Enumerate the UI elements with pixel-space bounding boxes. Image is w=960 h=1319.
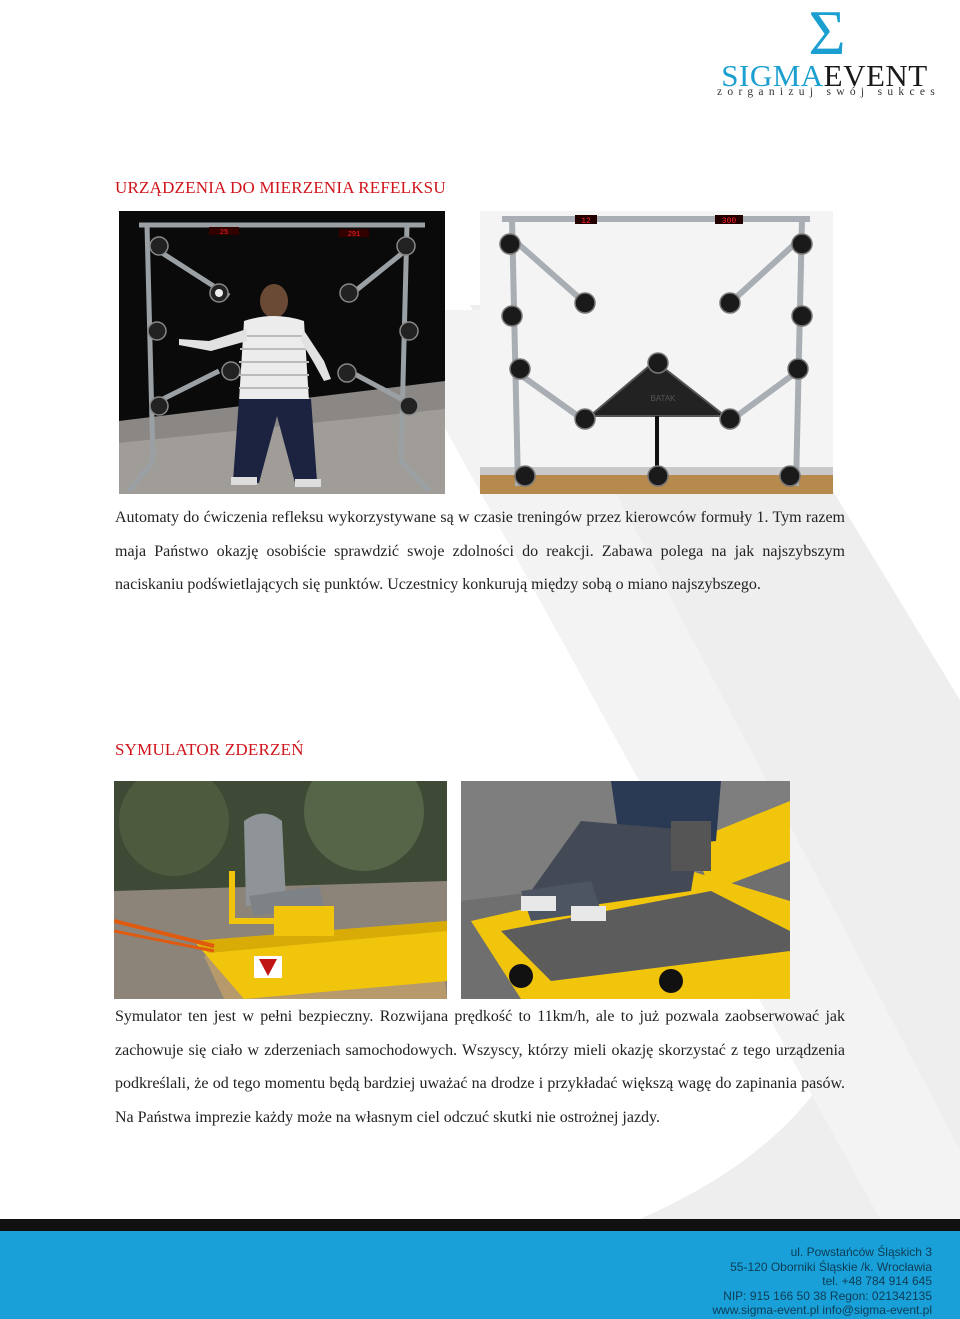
- svg-text:Σ: Σ: [808, 2, 846, 62]
- logo-name-part1: SIGMA: [721, 58, 824, 93]
- sigma-symbol-icon: [802, 2, 852, 62]
- section-paragraph-crash: Symulator ten jest w pełni bezpieczny. Rozwijana prędkość to 11km/h, ale to już pozwala zaobserwować jak zachowuje się ciało w zderzeniach samochodowych. Wszyscy, którzy mieli okazję skorzystać z tego urządzenia podkreślali, że od tego momentu będą bardziej uważać na drodze i przykładać większą wagę do zapinania pasów. Na Państwa imprezie każdy może na własnym ciel odczuć skutki nie ostrożnej jazdy.: [115, 1008, 845, 1126]
- svg-text:300: 300: [721, 217, 737, 226]
- logo-name-part2: EVENT: [823, 58, 928, 93]
- footer-address-street: ul. Powstańców Śląskich 3: [790, 1245, 932, 1259]
- footer-phone: tel. +48 784 914 645: [822, 1274, 932, 1289]
- section-paragraph-reflex: Automaty do ćwiczenia refleksu wykorzystywane są w czasie treningów przez kierowców formuły 1. Tym razem maja Państwo okazję osobiście sprawdzić swoje zdolności do reakcji. Zabawa polega na jak najszybszym naciskaniu podświetlających się punktów. Uczestnicy konkurują między sobą o miano najszybszego.: [115, 509, 845, 593]
- photo-crash-simulator-rider: [461, 781, 790, 999]
- photo-crash-simulator-seat: [114, 781, 447, 999]
- page-footer: [0, 1231, 960, 1319]
- photo-reflex-device-woman: [119, 211, 445, 494]
- svg-text:12: 12: [581, 217, 591, 226]
- svg-text:BATAK: BATAK: [650, 394, 676, 403]
- company-contact-block: [712, 1245, 932, 1318]
- photo-reflex-device-frame: [480, 211, 833, 494]
- svg-text:25: 25: [219, 229, 229, 237]
- footer-address-city: 55-120 Oborniki Śląskie /k. Wrocławia: [730, 1259, 932, 1274]
- svg-text:291: 291: [347, 231, 361, 239]
- section-heading-crash: SYMULATOR ZDERZEŃ: [115, 740, 304, 759]
- footer-tax-ids: NIP: 915 166 50 38 Regon: 021342135: [723, 1288, 932, 1303]
- section-heading-reflex: URZĄDZENIA DO MIERZENIA REFELKSU: [115, 178, 446, 197]
- company-logo: [717, 2, 941, 102]
- footer-web-email[interactable]: www.sigma-event.pl info@sigma-event.pl: [712, 1303, 932, 1318]
- logo-tagline: zorganizuj swój sukces: [717, 86, 941, 98]
- footer-stripe: [0, 1219, 960, 1231]
